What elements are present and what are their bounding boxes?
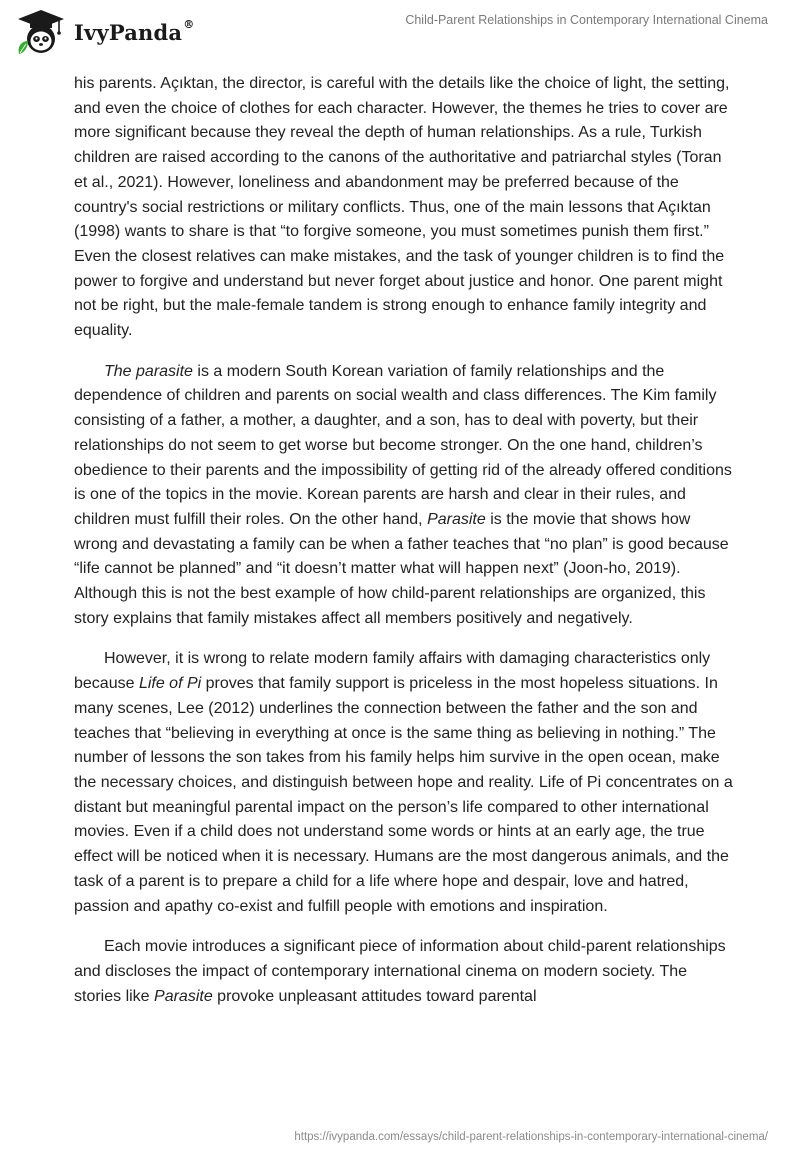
text-run: provoke unpleasant attitudes toward parental [212,987,537,1005]
italic-title: The parasite [104,362,193,380]
essay-body [74,72,734,1025]
paragraph [74,72,734,344]
paragraph [74,360,734,632]
text-run: proves that family support is priceless in the most hopeless situations. In many scenes, Lee (2012) underlines the connection between the father and the son and teaches that “believing in everything at once is the same thing as believing in nothing.” The number of lessons the son takes from his family helps him survive in the open ocean, make the necessary choices, and distinguish between hope and reality. Life of Pi concentrates on a distant but meaningful parental impact on the person’s life compared to other international movies. Even if a child does not understand some words or hints at an early age, the true effect will be noticed when it is necessary. Humans are the most dangerous animals, and the task of a parent is to prepare a child for a life where hope and despair, love and hatred, passion and apathy co-exist and fulfill people with emotions and inspiration. [74,675,733,915]
panda-graduate-icon [14,8,68,56]
page-header [0,0,800,60]
text-run: Each movie introduces a significant piece of information about child-parent relationships and discloses the impact of contemporary international cinema on modern society. The stories like [74,938,726,1005]
text-run: However, it is wrong to relate modern family affairs with damaging characteristics only because [74,650,711,693]
source-url[interactable]: https://ivypanda.com/essays/child-parent-relationships-in-contemporary-international-cinema/ [294,1131,768,1143]
ivypanda-logo[interactable] [14,8,194,56]
brand-name: IvyPanda® [74,17,195,45]
italic-title: Parasite [154,987,213,1005]
italic-title: Life of Pi [138,675,202,693]
text-run: his parents. Açıktan, the director, is careful with the details like the choice of light, the setting, and even the choice of clothes for each character. However, the themes he tries to cover are more significant because they reveal the depth of human relationships. As a rule, Turkish children are raised according to the canons of the authoritative and patriarchal styles (Toran et al., 2021). However, loneliness and abandonment may be preferred because of the country's social restrictions or military conflicts. Thus, one of the main lessons that Açıktan (1998) wants to share is that “to forgive someone, you must sometimes punish them first.” Even the closest relatives can make mistakes, and the task of younger children is to find the power to forgive and understand but never forget about justice and honor. One parent might not be right, but the male-female tandem is strong enough to enhance family integrity and equality. [74,75,730,340]
paragraph [74,647,734,919]
italic-title: Parasite [427,510,486,528]
paragraph [74,935,734,1009]
text-run: is a modern South Korean variation of family relationships and the dependence of children and parents on social wealth and class differences. The Kim family consisting of a father, a mother, a daughter, and a son, has to deal with poverty, but their relationships do not seem to get worse but become stronger. On the one hand, children’s obedience to their parents and the impossibility of getting rid of the already offered conditions is one of the topics in the movie. Korean parents are harsh and clear in their rules, and children must fulfill their roles. On the other hand, [74,362,732,528]
text-run: is the movie that shows how wrong and devastating a family can be when a father teaches that “no plan” is good because “life cannot be planned” and “it doesn’t matter what will happen next” (Joon-ho, 2019). Although this is not the best example of how child-parent relationships are organized, this story explains that family mistakes affect all members positively and negatively. [74,510,729,627]
document-title: Child-Parent Relationships in Contemporary International Cinema [405,13,768,27]
